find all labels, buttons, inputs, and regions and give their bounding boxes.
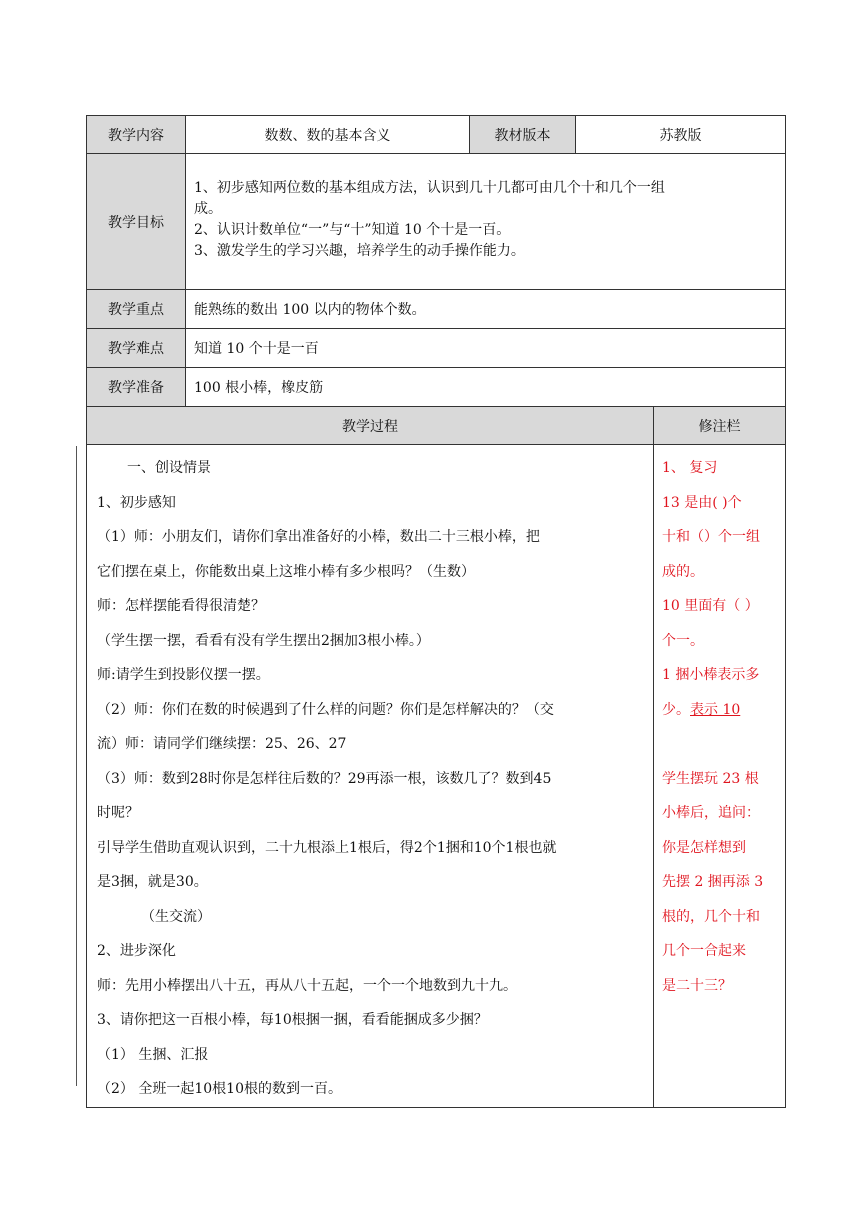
- goals-content: [186, 154, 786, 290]
- process-content: [87, 445, 654, 1108]
- note-line: 小棒后，追问：: [662, 805, 760, 821]
- note-line: 先摆 2 捆再添 3: [662, 874, 764, 890]
- goal-line: 2、认识计数单位“一”与“十”知道 10 个十是一百。: [194, 221, 511, 238]
- process-line: （2） 全班一起10根10根的数到一百。: [97, 1081, 342, 1097]
- content-value: 数数、数的基本含义: [186, 116, 470, 154]
- note-line: 成的。: [662, 563, 704, 580]
- process-header: 教学过程: [87, 407, 654, 445]
- lesson-plan-table: [86, 115, 786, 1108]
- note-line: 学生摆玩 23 根: [662, 770, 759, 787]
- goal-line: 3、激发学生的学习兴趣，培养学生的动手操作能力。: [194, 242, 525, 259]
- process-line: （2）师：你们在数的时候遇到了什么样的问题？你们是怎样解决的？（交: [97, 701, 554, 718]
- goals-label: 教学目标: [87, 154, 186, 290]
- notes-header: 修注栏: [654, 407, 786, 445]
- process-line: 一、创设情景: [127, 460, 211, 476]
- edition-label: 教材版本: [470, 116, 576, 154]
- process-line: （生交流）: [141, 908, 211, 925]
- notes-content: [654, 445, 786, 1108]
- difficulty-label: 教学难点: [87, 329, 186, 368]
- goal-line: 1、初步感知两位数的基本组成方法，认识到几十几都可由几个十和几个一组: [194, 179, 665, 196]
- note-line: 10 里面有（ ）: [662, 598, 759, 614]
- process-line: （1）师：小朋友们，请你们拿出准备好的小棒，数出二十三根小棒，把: [97, 529, 540, 545]
- process-line: 师:请学生到投影仪摆一摆。: [97, 667, 270, 683]
- note-underlined: 表示 10: [690, 701, 741, 718]
- process-line: 流）师：请同学们继续摆：25、26、27: [97, 736, 347, 752]
- key-point-value: 能熟练的数出 100 以内的物体个数。: [186, 290, 786, 329]
- preparation-value: 100 根小棒，橡皮筋: [186, 368, 786, 407]
- process-line: （学生摆一摆，看看有没有学生摆出2捆加3根小棒。）: [97, 632, 430, 649]
- difficulty-value: 知道 10 个十是一百: [186, 329, 786, 368]
- process-line: 2、进步深化: [97, 943, 176, 959]
- process-line: 师：怎样摆能看得很清楚？: [97, 598, 265, 614]
- edition-value: 苏教版: [576, 116, 786, 154]
- key-point-label: 教学重点: [87, 290, 186, 329]
- note-line: 几个一合起来: [662, 943, 746, 959]
- margin-line: [76, 446, 77, 1086]
- note-line: [662, 693, 779, 728]
- process-line: 师：先用小棒摆出八十五，再从八十五起，一个一个地数到九十九。: [97, 977, 517, 994]
- note-line: 是二十三？: [662, 977, 732, 994]
- note-line: 十和（）个一组: [662, 529, 760, 545]
- content-label: 教学内容: [87, 116, 186, 154]
- note-line: 1、 复习: [662, 460, 718, 476]
- note-text: 少。: [662, 701, 690, 718]
- process-line: 时呢？: [97, 805, 139, 821]
- note-line: 1 捆小棒表示多: [662, 667, 760, 683]
- process-line: （3）师：数到28时你是怎样往后数的？29再添一根，该数几了？数到45: [97, 770, 552, 787]
- process-line: 它们摆在桌上，你能数出桌上这堆小棒有多少根吗？（生数）: [97, 563, 475, 580]
- process-line: 是3捆，就是30。: [97, 874, 208, 890]
- note-line: 13 是由( )个: [662, 494, 742, 511]
- goal-line: 成。: [194, 200, 222, 217]
- note-line: 根的，几个十和: [662, 908, 760, 925]
- process-line: 引导学生借助直观认识到，二十九根添上1根后，得2个1捆和10个1根也就: [97, 839, 557, 856]
- process-line: 3、请你把这一百根小棒，每10根捆一捆，看看能捆成多少捆？: [97, 1012, 488, 1028]
- process-line: （1） 生捆、汇报: [97, 1046, 209, 1063]
- note-line: 你是怎样想到: [662, 839, 746, 856]
- process-line: 1、初步感知: [97, 494, 176, 511]
- note-line: 个一。: [662, 632, 704, 649]
- preparation-label: 教学准备: [87, 368, 186, 407]
